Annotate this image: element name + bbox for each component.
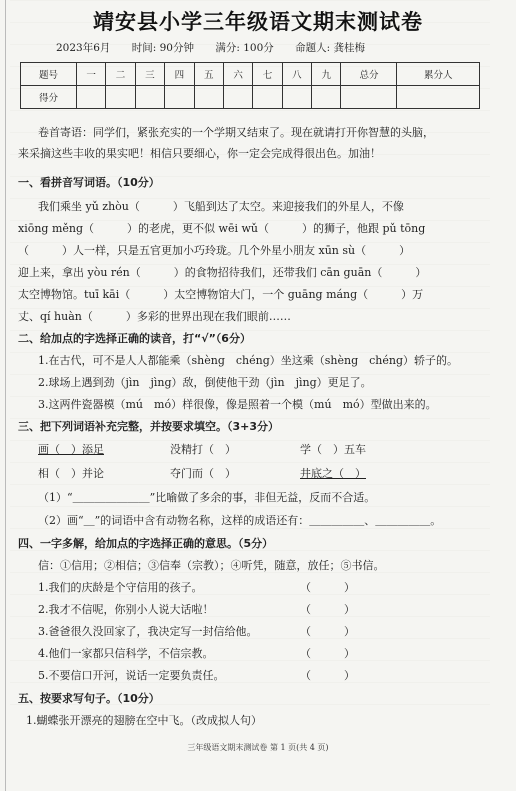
margin-line: [5, 0, 6, 791]
header-cell: 九: [312, 63, 341, 86]
score-cell[interactable]: [194, 86, 223, 109]
idiom-item: 夺门而（ ）: [170, 467, 236, 480]
s3-question-2: （2）画“＿”的词语中含有动物名称，这样的成语还有：＿＿＿＿＿、＿＿＿＿＿。: [38, 514, 442, 527]
s2-line: 2.球场上遇到劲（jìn jìng）敌，倒使他干劲（jìn jìng）更足了。: [38, 376, 372, 389]
exam-info: [56, 40, 383, 55]
score-cell[interactable]: [282, 86, 311, 109]
row-label: 得分: [21, 86, 77, 109]
answer-paren[interactable]: （ ）: [300, 647, 355, 660]
s4-item: 3.爸爸很久没回家了，我决定写一封信给他。: [38, 625, 258, 638]
s5-question-1: 1.蝴蝶张开漂亮的翅膀在空中飞。（改成拟人句）: [26, 714, 262, 727]
s1-line: 太空博物馆。tuī kāi（ ）太空博物馆大门，一个 guāng máng（ ）万: [18, 288, 424, 301]
s4-item: 4.他们一家都只信科学，不信宗教。: [38, 647, 214, 660]
answer-paren[interactable]: （ ）: [300, 581, 355, 594]
exam-time: 时间: 90分钟: [131, 42, 194, 54]
header-cell: 五: [194, 63, 223, 86]
s4-item: 1.我们的庆龄是个守信用的孩子。: [38, 581, 203, 594]
score-cell[interactable]: [341, 86, 397, 109]
score-cell[interactable]: [106, 86, 135, 109]
answer-paren[interactable]: （ ）: [300, 603, 355, 616]
s1-line: 我们乘坐 yǔ zhòu（ ）飞船到达了太空。来迎接我们的外星人，不像: [38, 200, 404, 213]
score-table: [20, 62, 480, 109]
score-cell[interactable]: [135, 86, 164, 109]
section-4-heading: 四、一字多解，给加点的字选择正确的意思。（5分）: [18, 537, 274, 550]
score-cell[interactable]: [223, 86, 252, 109]
exam-score: 满分: 100分: [215, 42, 274, 54]
header-cell: 八: [282, 63, 311, 86]
exam-title: 靖安县小学三年级语文期末测试卷: [93, 10, 423, 34]
s4-item: 2.我才不信呢，你别小人说大话啦！: [38, 603, 214, 616]
header-cell: 七: [253, 63, 282, 86]
header-cell: 二: [106, 63, 135, 86]
answer-paren[interactable]: （ ）: [300, 625, 355, 638]
s4-options: 信：①信用；②相信；③信奉（宗教）；④听凭，随意，放任；⑤书信。: [38, 559, 385, 572]
idiom-item: 井底之（ ）: [300, 467, 366, 480]
score-cell[interactable]: [312, 86, 341, 109]
intro-line: 来采摘这些丰收的果实吧！相信只要细心，你一定会完成得很出色。加油！: [18, 147, 381, 160]
idiom-item: 没精打（ ）: [170, 443, 236, 456]
s2-line: 3.这两件瓷器模（mú mó）样很像，像是照着一个模（mú mó）型做出来的。: [38, 398, 437, 411]
score-table-header: [21, 63, 480, 86]
s1-line: （ ）人一样，只是五官更加小巧玲珑。几个外星小朋友 xūn sù（ ）: [18, 244, 411, 257]
s3-question-1: （1）“＿＿＿＿＿＿＿”比喻做了多余的事，非但无益，反而不合适。: [38, 491, 376, 504]
s4-item: 5.不要信口开河，说话一定要负责任。: [38, 669, 225, 682]
s1-line: 迎上来，拿出 yòu rén（ ）的食物招待我们，还带我们 cān guān（ ）: [18, 266, 427, 279]
section-5-heading: 五、按要求写句子。（10分）: [18, 692, 160, 705]
header-cell: 一: [76, 63, 105, 86]
score-cell[interactable]: [253, 86, 282, 109]
exam-author: 命题人: 龚桂梅: [295, 42, 365, 54]
section-2-heading: 二、给加点的字选择正确的读音，打“√”（6分）: [18, 332, 251, 345]
score-table-row: [21, 86, 480, 109]
section-3-heading: 三、把下列词语补充完整，并按要求填空。（3+3分）: [18, 420, 280, 433]
exam-date: 2023年6月: [56, 42, 111, 54]
intro-line: 卷首寄语：同学们，紧张充实的一个学期又结束了。现在就请打开你智慧的头脑，: [38, 126, 434, 139]
header-cell: 总分: [341, 63, 397, 86]
header-cell: 四: [165, 63, 194, 86]
page-footer: 三年级语文期末测试卷 第 1 页(共 4 页): [187, 743, 329, 752]
score-cell[interactable]: [165, 86, 194, 109]
idiom-item: 画（ ）添足: [38, 443, 104, 456]
s2-line: 1.在古代，可不是人人都能乘（shèng chéng）坐这乘（shèng chéng）轿子的。: [38, 354, 458, 367]
header-cell: 六: [223, 63, 252, 86]
section-1-heading: 一、看拼音写词语。（10分）: [18, 176, 160, 189]
header-cell: 三: [135, 63, 164, 86]
idiom-item: 相（ ）并论: [38, 467, 104, 480]
answer-paren[interactable]: （ ）: [300, 669, 355, 682]
score-cell[interactable]: [397, 86, 480, 109]
idiom-item: 学（ ）五车: [300, 443, 366, 456]
score-cell[interactable]: [76, 86, 105, 109]
header-cell: 累分人: [397, 63, 480, 86]
s1-line: 丈、qí huàn（ ）多彩的世界出现在我们眼前……: [18, 310, 291, 323]
header-cell: 题号: [21, 63, 77, 86]
s1-line: xiōng měng（ ）的老虎，更不似 wēi wǔ（ ）的狮子，他跟 pǔ tōng: [18, 222, 426, 235]
